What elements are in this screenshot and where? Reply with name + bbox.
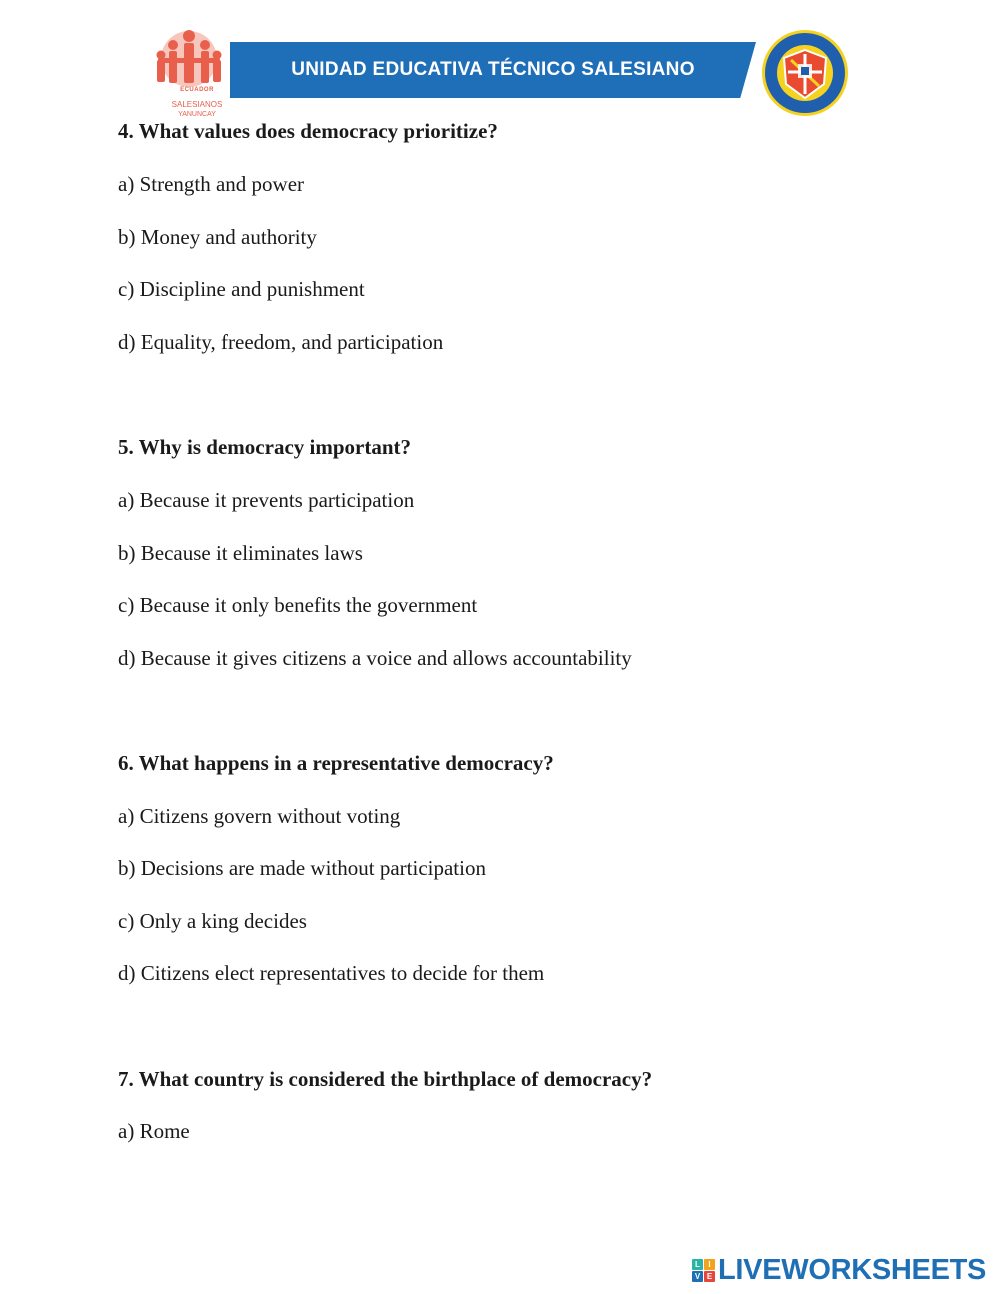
- question-5-option-a[interactable]: a) Because it prevents participation: [118, 488, 415, 512]
- liveworksheets-logo-icon: [692, 1259, 715, 1282]
- page-header: [140, 26, 860, 120]
- question-6-option-a[interactable]: a) Citizens govern without voting: [118, 804, 401, 828]
- school-crest-icon: [758, 28, 852, 118]
- question-4-option-a[interactable]: a) Strength and power: [118, 172, 305, 196]
- question-4-option-c[interactable]: c) Discipline and punishment: [118, 277, 365, 301]
- question-6-option-b[interactable]: b) Decisions are made without participation: [118, 856, 486, 880]
- logo-mark-letter: L: [692, 1259, 703, 1270]
- logo-mark-letter: E: [704, 1271, 715, 1282]
- question-6-text: 6. What happens in a representative democracy?: [118, 751, 554, 775]
- question-4-option-b[interactable]: b) Money and authority: [118, 225, 317, 249]
- question-7-option-a[interactable]: a) Rome: [118, 1119, 190, 1143]
- logo-mark-letter: V: [692, 1271, 703, 1282]
- tecnico-salesiano-crest: [758, 28, 852, 118]
- logo-name-line1: SALESIANOS: [171, 100, 223, 109]
- question-4-option-d[interactable]: d) Equality, freedom, and participation: [118, 330, 444, 354]
- question-6-option-d[interactable]: d) Citizens elect representatives to decide for them: [118, 961, 545, 985]
- question-5-option-d[interactable]: d) Because it gives citizens a voice and allows accountability: [118, 646, 632, 670]
- salesianos-figures-icon: [146, 28, 232, 88]
- liveworksheets-brand[interactable]: [692, 1254, 986, 1286]
- question-6-option-c[interactable]: c) Only a king decides: [118, 909, 307, 933]
- logo-name-line2: YANUNCAY: [178, 111, 216, 118]
- liveworksheets-wordmark: LIVEWORKSHEETS: [718, 1253, 987, 1286]
- question-7-text: 7. What country is considered the birthplace of democracy?: [118, 1067, 653, 1091]
- logo-country-label: ECUADOR: [180, 87, 214, 93]
- question-5-option-b[interactable]: b) Because it eliminates laws: [118, 541, 363, 565]
- school-name: UNIDAD EDUCATIVA TÉCNICO SALESIANO: [291, 59, 695, 80]
- question-5-text: 5. Why is democracy important?: [118, 435, 412, 459]
- question-5-option-c[interactable]: c) Because it only benefits the government: [118, 593, 478, 617]
- question-4-text: 4. What values does democracy prioritize?: [118, 119, 498, 143]
- logo-mark-letter: I: [704, 1259, 715, 1270]
- salesianos-logo: [146, 28, 232, 120]
